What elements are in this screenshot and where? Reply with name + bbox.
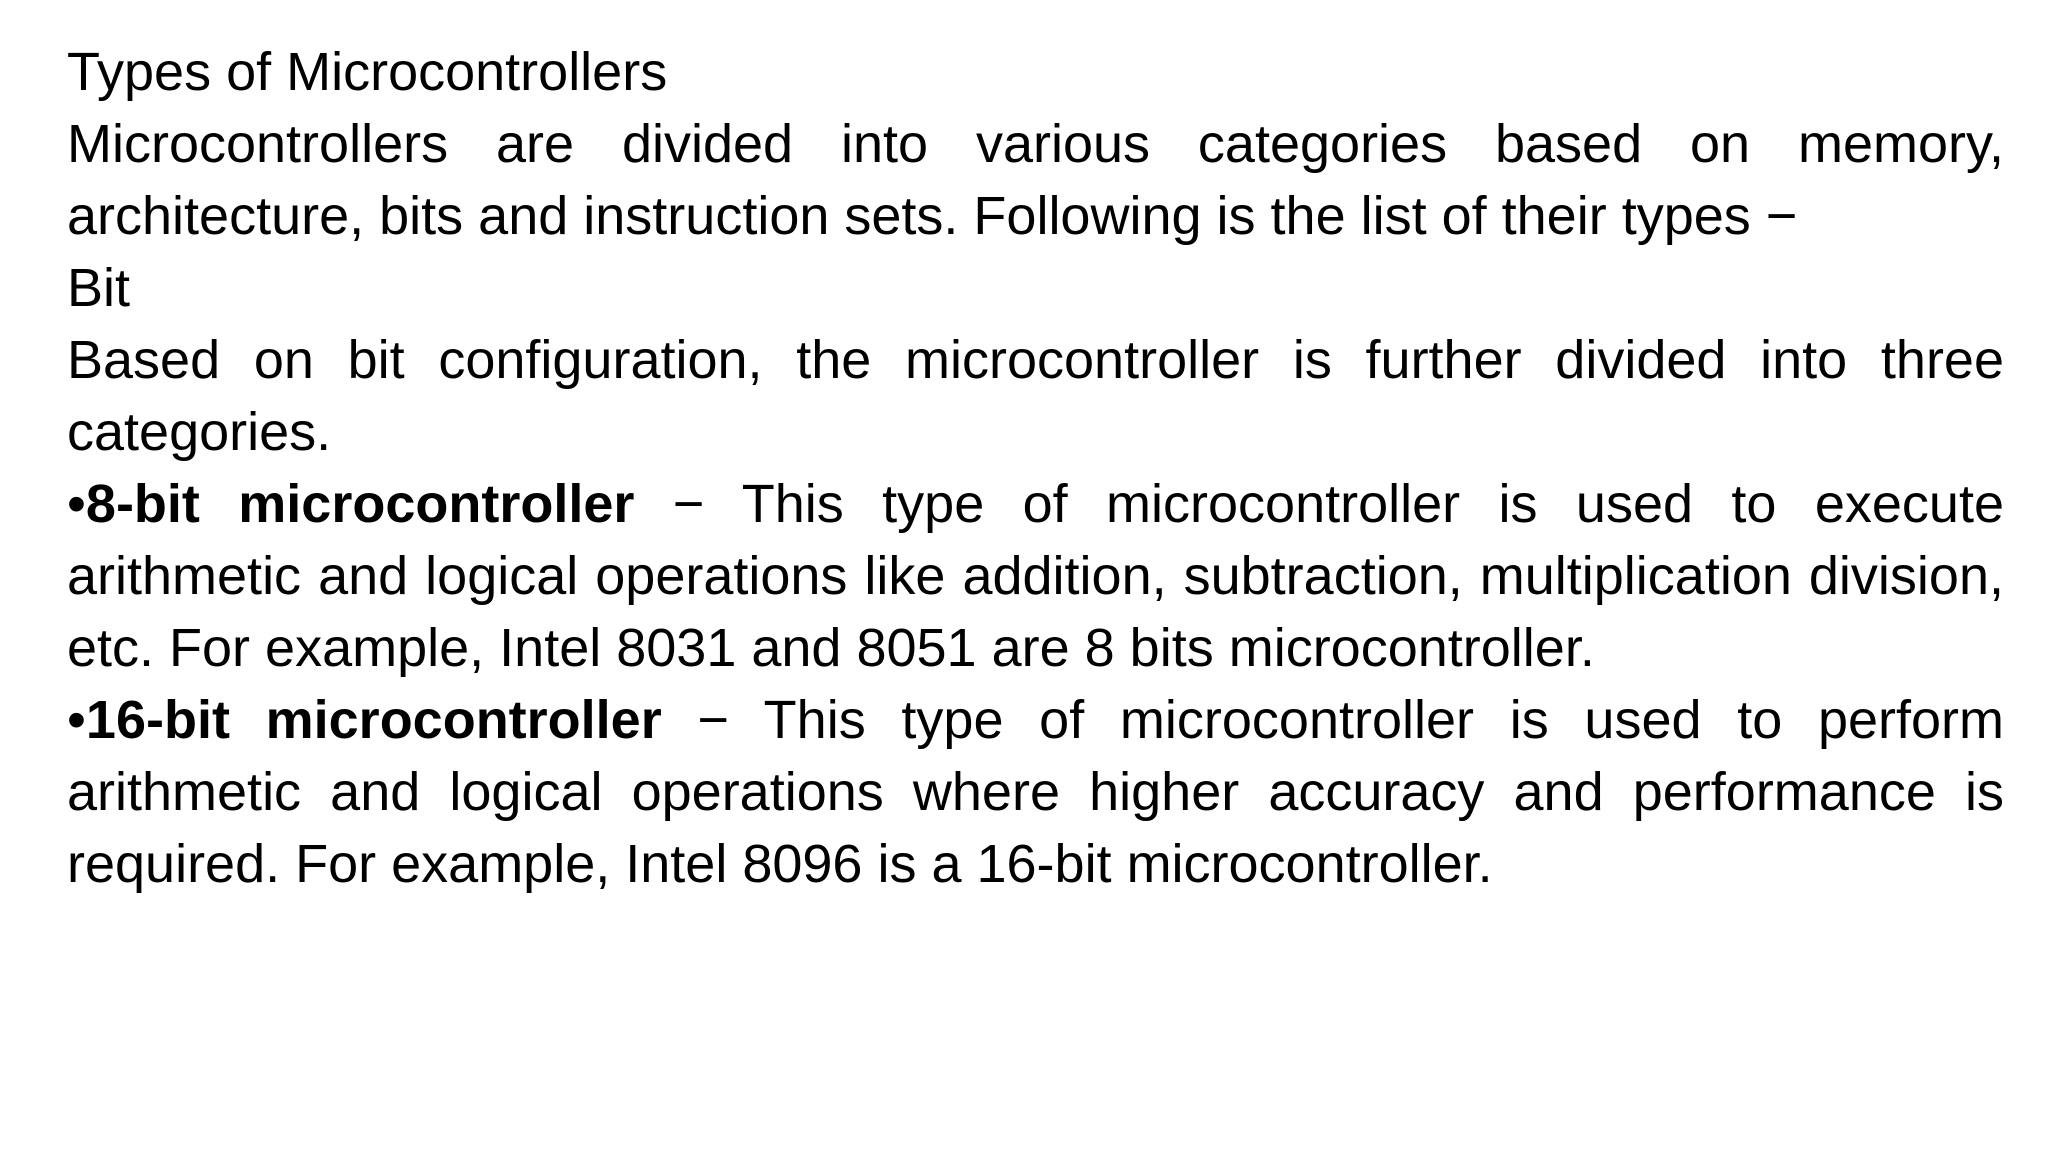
slide-content [67,36,2004,900]
bullet-marker: • [67,474,86,534]
bullet-term: 8-bit microcontroller [85,474,635,534]
slide-title: Types of Microcontrollers [67,42,668,102]
bullet-item-8-bit [67,468,2004,684]
bullet-marker: • [67,690,86,750]
bullet-description: − This type of microcontroller is used to perform arithmetic and logical operations where higher accuracy and performance is required. For example, Intel 8096 is a 16-bit microcontroller. [67,690,2004,894]
section-heading: Bit [67,258,131,318]
bullet-item-16-bit [67,684,2004,900]
section-intro-paragraph: Based on bit configuration, the microcontroller is further divided into three categories. [67,330,2004,462]
bullet-term: 16-bit microcontroller [85,690,662,750]
bullet-description: − This type of microcontroller is used to execute arithmetic and logical operations like addition, subtraction, multiplication division, etc. For example, Intel 8031 and 8051 are 8 bits microcontroller. [67,474,2004,678]
intro-paragraph: Microcontrollers are divided into various categories based on memory, architecture, bits and instruction sets. Following is the list of their types − [67,114,2004,246]
